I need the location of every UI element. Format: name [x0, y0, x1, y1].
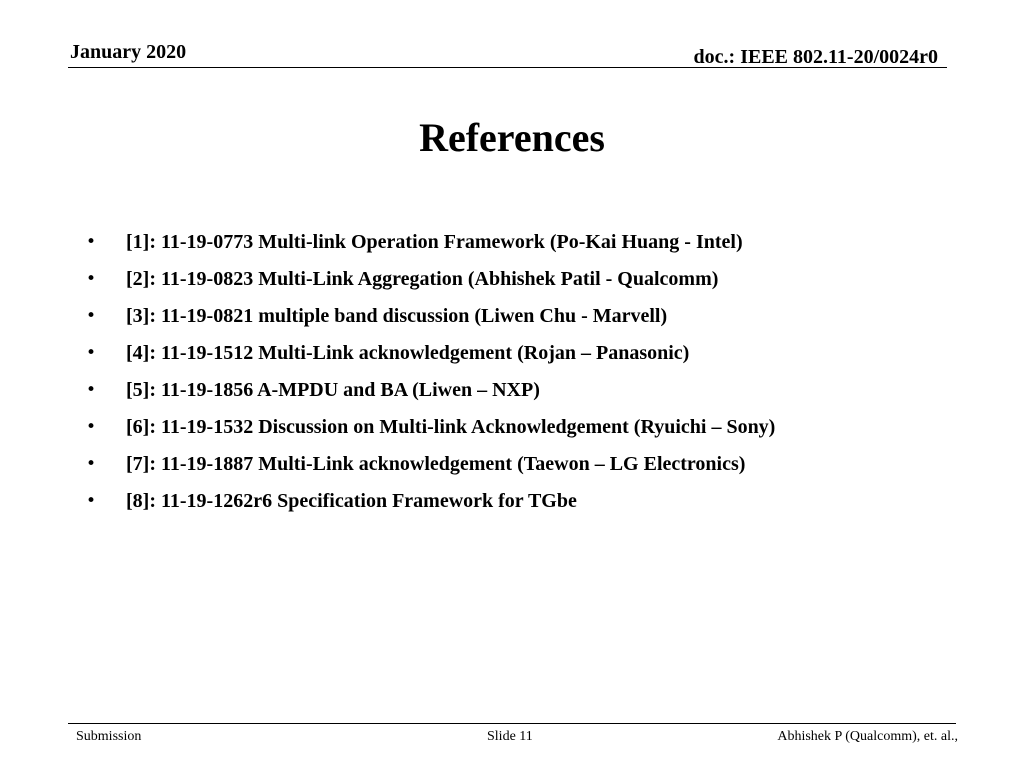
bullet-icon: • — [86, 454, 97, 474]
footer-divider — [68, 723, 956, 724]
footer-author: Abhishek P (Qualcomm), et. al., — [777, 729, 958, 744]
bullet-icon: • — [86, 306, 97, 326]
bullet-icon: • — [86, 343, 97, 363]
reference-text: [4]: 11-19-1512 Multi-Link acknowledgement (Rojan – Panasonic) — [126, 342, 690, 364]
reference-text: [2]: 11-19-0823 Multi-Link Aggregation (Abhishek Patil - Qualcomm) — [126, 268, 719, 290]
reference-item — [86, 412, 946, 443]
bullet-icon: • — [86, 232, 97, 252]
bullet-icon: • — [86, 269, 97, 289]
reference-item — [86, 338, 946, 369]
header-divider — [68, 67, 947, 68]
bullet-icon: • — [86, 380, 97, 400]
bullet-icon: • — [86, 491, 97, 511]
reference-text: [7]: 11-19-1887 Multi-Link acknowledgement (Taewon – LG Electronics) — [126, 453, 746, 475]
slide-title: References — [419, 115, 605, 160]
bullet-icon: • — [86, 417, 97, 437]
reference-item — [86, 264, 946, 295]
reference-item — [86, 449, 946, 480]
references-list — [86, 227, 946, 523]
reference-text: [8]: 11-19-1262r6 Specification Framework for TGbe — [126, 490, 577, 512]
reference-item — [86, 375, 946, 406]
reference-text: [1]: 11-19-0773 Multi-link Operation Framework (Po-Kai Huang - Intel) — [126, 231, 743, 253]
reference-item — [86, 486, 946, 517]
reference-text: [5]: 11-19-1856 A-MPDU and BA (Liwen – NXP) — [126, 379, 540, 401]
slide-number: Slide 11 — [487, 729, 533, 744]
header-date: January 2020 — [70, 41, 187, 63]
footer-submission: Submission — [76, 729, 142, 744]
document-id: doc.: IEEE 802.11-20/0024r0 — [693, 46, 938, 68]
reference-text: [6]: 11-19-1532 Discussion on Multi-link Acknowledgement (Ryuichi – Sony) — [126, 416, 776, 438]
reference-item — [86, 301, 946, 332]
reference-item — [86, 227, 946, 258]
reference-text: [3]: 11-19-0821 multiple band discussion (Liwen Chu - Marvell) — [126, 305, 668, 327]
